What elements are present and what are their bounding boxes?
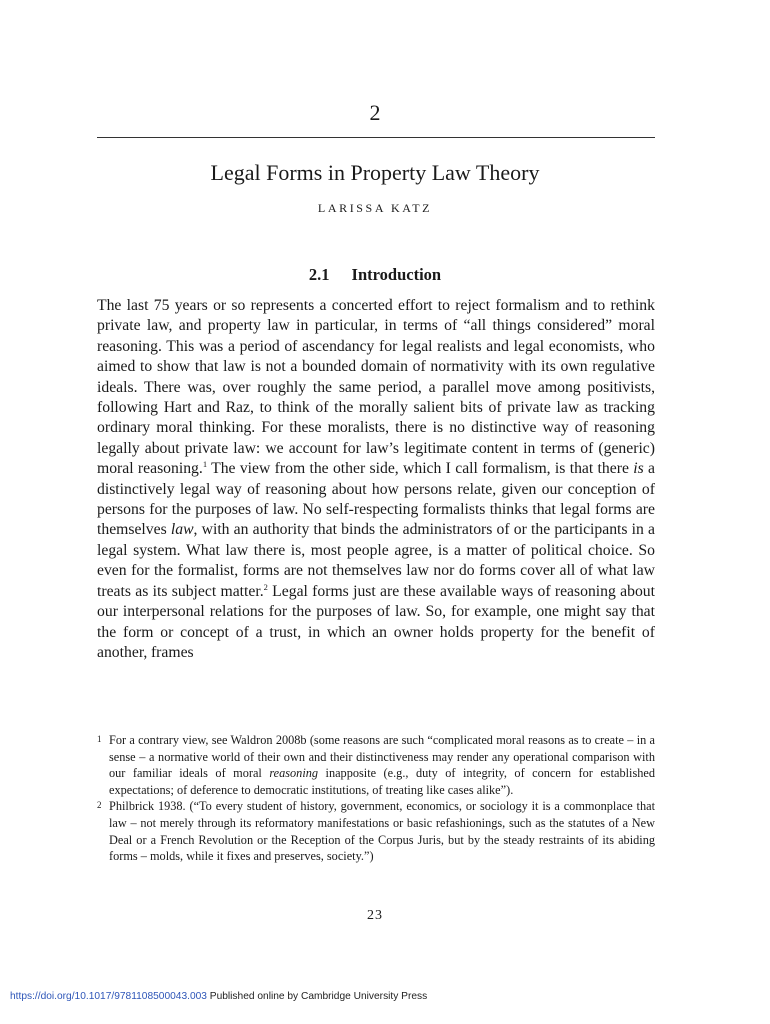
paragraph-text: , with an authority that binds the administrators of or the participants in a legal system. What law there is, most people agree, is a matter of political choice. So even for the formalist, forms are not themselves law nor do forms cover all of what law treats as its subject matter. [97, 521, 655, 600]
emphasis-text: reasoning [269, 766, 319, 781]
emphasis-text: law [170, 521, 194, 539]
footnote-mark: 1 [97, 734, 102, 744]
paragraph [97, 296, 655, 663]
section-number: 2.1 [308, 265, 330, 284]
footnote-2 [97, 798, 655, 864]
footnote-1 [97, 732, 655, 798]
body-text [97, 296, 655, 663]
chapter-title: Legal Forms in Property Law Theory [210, 160, 540, 185]
footnote-text: inapposite (e.g., duty of integrity, of concern for established expectations; of deference to democratic institutions, of treating like cases alike”). [109, 766, 655, 797]
paragraph-text: Legal forms just are these available ways of reasoning about our interpersonal relations for the purposes of law. So, for example, one might say that the form or concept of a trust, in which an owner holds property for the benefit of another, frames [97, 582, 655, 661]
chapter-number: 2 [369, 100, 381, 125]
page-number: 23 [367, 908, 383, 923]
paragraph-text: The view from the other side, which I call formalism, is that there [207, 460, 634, 478]
chapter-rule [97, 137, 655, 138]
footnote-mark: 2 [97, 800, 102, 811]
paragraph-text: a distinctively legal way of reasoning about how persons relate, given our conception of persons for the purposes of law. No self-respecting formalists thinks that legal forms are themselves [97, 460, 655, 539]
doi-link[interactable]: https://doi.org/10.1017/9781108500043.003 [10, 991, 207, 1002]
footnote-text: Philbrick 1938. (“To every student of history, government, economics, or sociology it is a commonplace that law – not merely through its reformatory manifestations or basic refashionings, such as the statutes of a New Deal or a French Revolution or the Reception of the Corpus Juris, but by the steady restraints of its abiding forms – molds, while it fixes and preserves, society.”) [109, 799, 655, 864]
footnote-ref-2[interactable]: 2 [263, 581, 268, 592]
footnote-ref-1[interactable]: 1 [202, 459, 208, 470]
section-heading [0, 265, 750, 285]
section-title: Introduction [351, 265, 442, 284]
paragraph-text: The last 75 years or so represents a concerted effort to reject formalism and to rethink private law, and property law in particular, in terms of “all things considered” moral reasoning. This was a period of ascendancy for legal realists and legal economists, who aimed to show that law is not a bounded domain of normativity with its own regulative ideals. There was, over roughly the same period, a parallel move among positivists, following Hart and Raz, to think of the morally salient bits of private law as tracking ordinary moral thinking. For these moralists, there is no distinctive way of reasoning legally about private law: we account for law’s legitimate content in terms of (generic) moral reasoning. [97, 297, 655, 478]
footnotes [97, 732, 655, 865]
footer [10, 991, 427, 1002]
footnote-text: For a contrary view, see Waldron 2008b (some reasons are such “complicated moral reasons as to create – in a sense – a normative world of their own and their distinctiveness may render any operational comparison with our familiar ideals of moral [109, 733, 655, 781]
emphasis-text: is [633, 460, 644, 478]
chapter-author: LARISSA KATZ [317, 201, 433, 215]
published-online-text: Published online by Cambridge University Press [206, 991, 428, 1002]
